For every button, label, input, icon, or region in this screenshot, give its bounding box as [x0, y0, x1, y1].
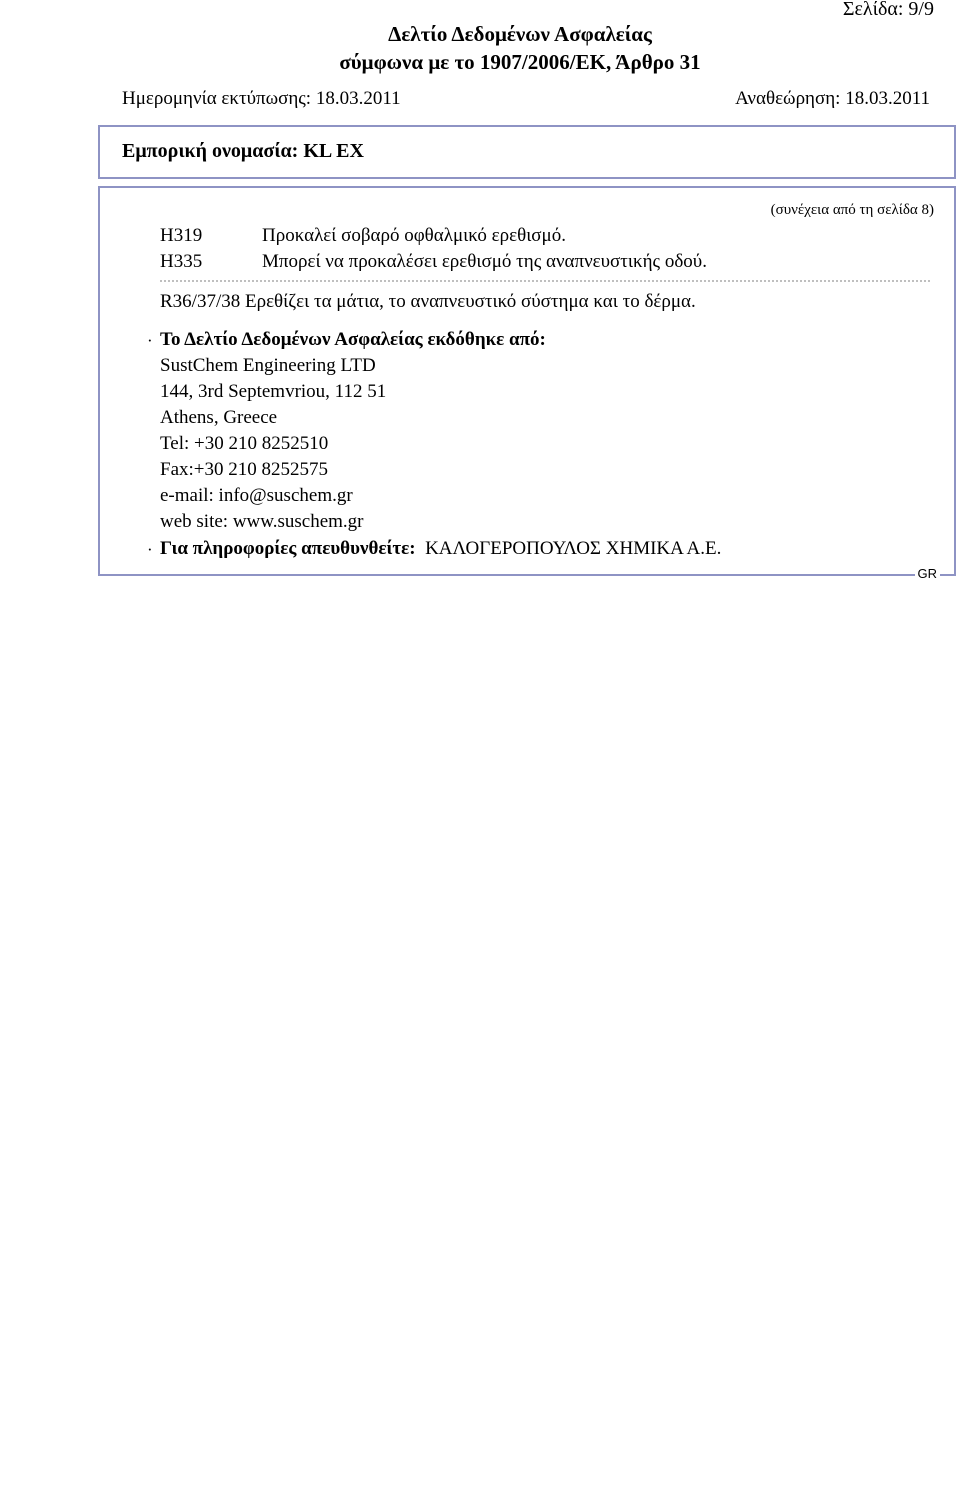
page-number: Σελίδα: 9/9 — [842, 0, 934, 20]
trade-name-box — [98, 125, 956, 179]
info-value: ΚΑΛΟΓΕΡΟΠΟΥΛΟΣ ΧΗΜΙΚΑ Α.Ε. — [425, 538, 722, 559]
hazard-text: Μπορεί να προκαλέσει ερεθισμό της αναπνευστικής οδού. — [262, 251, 707, 272]
info-contact — [160, 538, 721, 560]
issuer-line: 144, 3rd Septemvriou, 112 51 — [160, 381, 387, 402]
issued-by-heading: Το Δελτίο Δεδομένων Ασφαλείας εκδόθηκε από: — [160, 329, 546, 350]
language-tag: GR — [915, 566, 941, 581]
info-label: Για πληροφορίες απευθυνθείτε: — [160, 538, 416, 559]
r-phrase: R36/37/38 Ερεθίζει τα μάτια, το αναπνευστικό σύστημα και το δέρμα. — [160, 291, 696, 312]
continued-note: (συνέχεια από τη σελίδα 8) — [770, 202, 934, 218]
issuer-line: Tel: +30 210 8252510 — [160, 433, 329, 454]
issuer-line: web site: www.suschem.gr — [160, 511, 364, 532]
issuer-line: Fax:+30 210 8252575 — [160, 459, 328, 480]
document-title: Δελτίο Δεδομένων Ασφαλείας — [388, 22, 652, 46]
document-subtitle: σύμφωνα με το 1907/2006/ΕΚ, Άρθρο 31 — [339, 50, 701, 74]
print-date: Ημερομηνία εκτύπωσης: 18.03.2011 — [122, 88, 401, 109]
issuer-line: SustChem Engineering LTD — [160, 355, 376, 376]
hazard-code: H335 — [160, 251, 203, 272]
issuer-line: e-mail: info@suschem.gr — [160, 485, 353, 506]
hazard-code: H319 — [160, 225, 203, 246]
trade-name: Εμπορική ονομασία: KL EX — [122, 140, 364, 162]
bullet-marker: · — [147, 540, 153, 559]
hazard-text: Προκαλεί σοβαρό οφθαλμικό ερεθισμό. — [262, 225, 566, 246]
bullet-marker: · — [147, 331, 153, 350]
issuer-line: Athens, Greece — [160, 407, 278, 428]
dotted-separator — [160, 280, 930, 282]
revision-date: Αναθεώρηση: 18.03.2011 — [735, 88, 930, 109]
